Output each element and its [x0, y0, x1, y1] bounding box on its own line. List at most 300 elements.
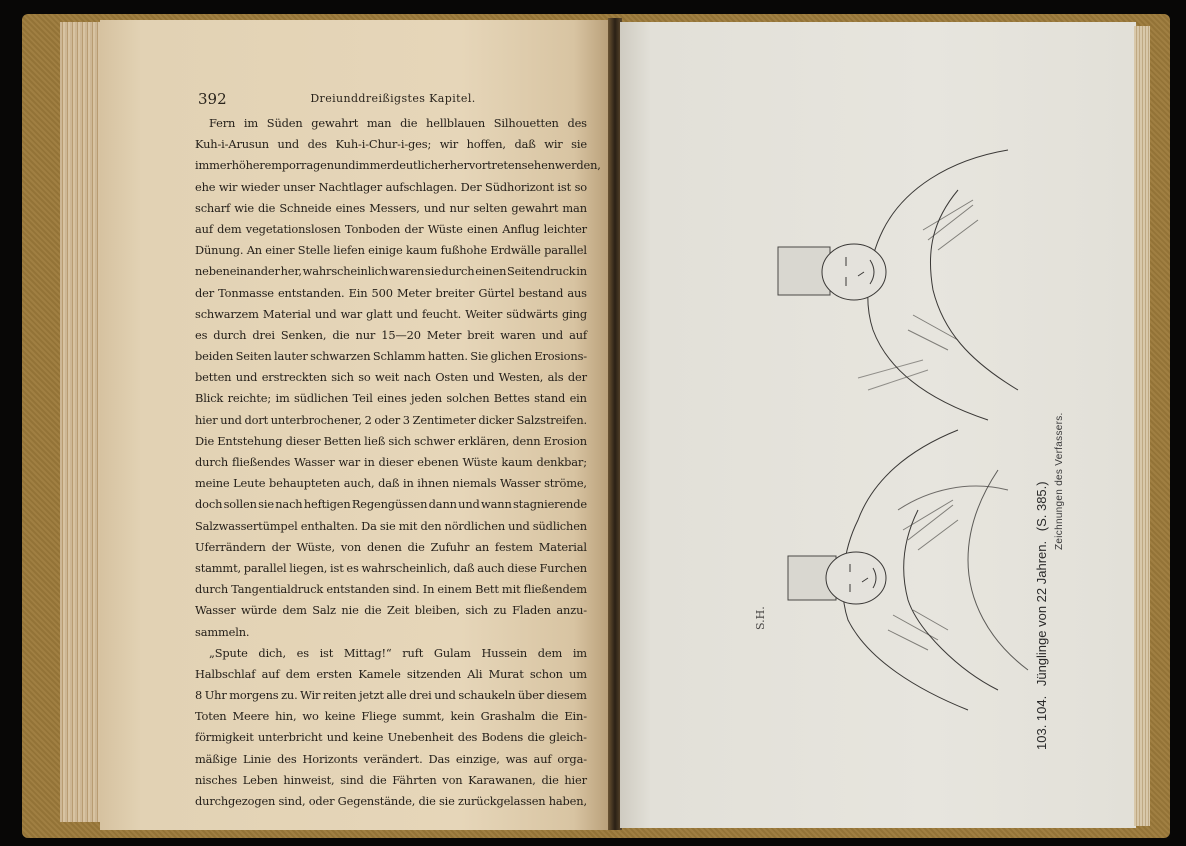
word: Zentimeter — [412, 412, 476, 427]
text-line — [195, 494, 587, 515]
word: zu. — [281, 688, 298, 703]
word: breiter — [435, 285, 475, 300]
word: hier — [564, 772, 587, 787]
word: Das — [428, 751, 450, 766]
word: Weiter — [465, 306, 503, 321]
text-line — [195, 452, 587, 473]
word: summt, — [402, 709, 445, 724]
word: sehen — [521, 158, 555, 173]
sketch-figure-upper — [788, 430, 1028, 710]
word: auf — [569, 327, 587, 342]
text-line — [195, 685, 587, 706]
word: Leben — [242, 772, 278, 787]
word: solchen — [446, 391, 490, 406]
text-line — [195, 431, 587, 452]
word: schaukeln — [458, 688, 516, 703]
word: auf — [533, 751, 552, 766]
word: ist — [557, 179, 572, 194]
word: auf — [195, 221, 213, 236]
word: Die — [195, 433, 215, 448]
word: die — [364, 603, 382, 618]
word: der — [271, 539, 291, 554]
word: des — [277, 751, 297, 766]
word: hoffen, — [466, 137, 506, 152]
word: werden, — [554, 158, 601, 173]
word: Kuh-i-Chur-i-ges; — [335, 137, 432, 152]
word: des — [567, 116, 587, 130]
word: als — [547, 370, 564, 385]
word: Seitendruck — [507, 264, 576, 279]
word: zurückgelassen — [457, 794, 546, 808]
word: durch — [213, 327, 247, 342]
word: die — [541, 772, 559, 787]
word: daß — [514, 137, 536, 152]
word: Meter — [426, 327, 462, 342]
word: nebeneinander — [195, 264, 280, 279]
word: bestand — [518, 285, 564, 300]
word: ehe — [195, 179, 216, 194]
word: waren — [388, 264, 425, 279]
word: leichter — [543, 221, 587, 236]
word: und — [235, 370, 258, 385]
word: nie — [341, 603, 359, 618]
word: ebenen — [417, 455, 459, 469]
text-line — [195, 643, 587, 664]
page-number: 392 — [198, 90, 227, 108]
word: sie — [424, 264, 441, 279]
text-line — [195, 600, 587, 621]
text-line — [195, 622, 587, 643]
word: orga- — [557, 751, 587, 766]
word: dem — [282, 603, 307, 618]
word: Da — [361, 518, 377, 533]
caption-number: 103. 104. — [1034, 695, 1049, 750]
word: Seiten — [235, 349, 272, 364]
word: mit — [501, 582, 521, 597]
word: wahrscheinlich, — [361, 560, 451, 575]
word: jeden — [411, 391, 442, 406]
word: unser — [283, 179, 316, 194]
word: und — [472, 370, 495, 385]
caption-line-1 — [1034, 230, 1049, 750]
word: durch — [195, 455, 229, 469]
illustration-two-young-men — [668, 130, 1060, 750]
text-line — [195, 325, 587, 346]
word: her, — [280, 264, 302, 279]
word: die — [527, 730, 545, 745]
word: 8 — [195, 688, 203, 703]
word: keine — [324, 709, 356, 724]
word: die — [400, 116, 418, 130]
caption-page-ref: (S. 385.) — [1034, 481, 1049, 532]
word: Kamele — [358, 666, 401, 681]
word: die — [332, 327, 350, 342]
word: stagnierende — [512, 497, 587, 512]
word: Hussein — [481, 645, 528, 660]
word: der — [567, 370, 587, 385]
word: Süden — [266, 116, 303, 130]
word: Bett — [475, 582, 499, 597]
word: dem — [217, 221, 242, 236]
caption-credit: Zeichnungen des Verfassers. — [1054, 412, 1065, 550]
text-line — [195, 346, 587, 367]
word: durch — [195, 582, 229, 597]
word: südlichen — [532, 518, 587, 533]
word: dann — [428, 497, 457, 512]
word: aus — [567, 285, 587, 300]
word: des — [457, 730, 478, 745]
word: und — [541, 327, 564, 342]
word: denkbar; — [536, 455, 587, 469]
word: 500 — [371, 285, 393, 300]
word: doch — [195, 497, 223, 512]
word: Kuh-i-Arusun — [195, 137, 269, 152]
word: um — [569, 666, 587, 681]
word: wann — [481, 497, 512, 512]
word: jetzt — [359, 688, 384, 703]
word: ist — [330, 560, 344, 575]
word: kaum — [501, 455, 533, 469]
text-line — [195, 706, 587, 727]
word: dieser — [285, 433, 321, 448]
word: es — [296, 645, 309, 660]
text-line — [195, 473, 587, 494]
word: hellblauen — [426, 116, 486, 130]
word: stand — [534, 391, 566, 406]
word: wahrscheinlich — [302, 264, 389, 279]
word: wir — [439, 137, 459, 152]
word: In — [422, 582, 435, 597]
word: Leute — [233, 476, 266, 491]
text-line — [195, 727, 587, 748]
text-line — [195, 155, 601, 176]
word: oder — [308, 794, 335, 808]
word: Uhr — [204, 688, 227, 703]
word: die — [258, 200, 276, 215]
word: Wir — [300, 688, 321, 703]
word: gewahrt — [511, 200, 559, 215]
word: liefen — [333, 243, 365, 258]
word: schwarzem — [195, 306, 259, 321]
word: unterbricht — [257, 730, 323, 745]
word: Bodens — [481, 730, 524, 745]
word: im — [572, 645, 587, 660]
artist-signature: S.H. — [754, 606, 767, 630]
word: denen — [366, 539, 402, 554]
word: sammeln. — [195, 624, 250, 639]
word: emporragen — [264, 158, 334, 173]
word: kaum — [406, 243, 438, 258]
word: Schlamm — [372, 349, 426, 364]
word: hatten. — [427, 349, 468, 364]
word: Sie — [470, 349, 489, 364]
word: sich — [465, 603, 488, 618]
word: Senken, — [280, 327, 327, 342]
word: und — [314, 306, 337, 321]
word: parallel — [544, 243, 587, 258]
word: man — [562, 200, 587, 215]
word: scharf — [195, 200, 231, 215]
text-line — [195, 113, 587, 134]
word: sie — [379, 518, 396, 533]
word: Erosion — [543, 433, 587, 448]
word: Nachtlager — [318, 179, 383, 194]
word: Regengüssen — [351, 497, 428, 512]
word: mit — [398, 518, 418, 533]
word: daß — [453, 560, 475, 575]
word: schwer — [414, 433, 455, 448]
word: im — [275, 391, 290, 406]
word: hinweist, — [283, 772, 335, 787]
word: Stelle — [297, 243, 331, 258]
word: von — [442, 772, 463, 787]
word: über — [517, 688, 545, 703]
word: Toten — [195, 709, 227, 724]
word: sie — [438, 794, 455, 808]
word: ließ — [364, 433, 386, 448]
word: nisches — [195, 772, 238, 787]
word: wie — [234, 200, 254, 215]
word: dem — [285, 666, 311, 681]
word: vegetationslosen — [245, 221, 341, 236]
word: es — [346, 560, 359, 575]
word: Horizonts — [302, 751, 358, 766]
word: kein — [450, 709, 475, 724]
word: Unebenheit — [387, 730, 454, 745]
word: Zeit — [386, 603, 410, 618]
text-line — [195, 240, 587, 261]
word: die — [541, 709, 559, 724]
word: so — [358, 370, 371, 385]
word: ein — [569, 391, 587, 406]
word: 3 — [402, 412, 410, 427]
word: immer — [355, 158, 393, 173]
running-head-chapter: Dreiunddreißigstes Kapitel. — [310, 92, 476, 105]
word: sie — [258, 497, 274, 512]
word: denn — [512, 433, 541, 448]
word: Wüste — [462, 455, 498, 469]
word: Mittag!“ — [343, 645, 392, 660]
word: Fliege — [361, 709, 397, 724]
word: Gulam — [433, 645, 471, 660]
word: Ein- — [564, 709, 587, 724]
word: aufschlagen. — [385, 179, 458, 194]
word: 15—20 — [381, 327, 421, 342]
text-line — [195, 516, 587, 537]
word: An — [246, 243, 262, 258]
word: Wasser — [499, 476, 541, 491]
word: und — [508, 518, 530, 533]
word: einen — [475, 264, 507, 279]
word: Westen, — [498, 370, 544, 385]
word: weit — [375, 370, 400, 385]
word: Salzwassertümpel — [195, 518, 298, 533]
word: nördlichen — [444, 518, 506, 533]
word: meine — [195, 476, 230, 491]
word: Murat — [488, 666, 524, 681]
word: Salzstreifen. — [516, 412, 587, 427]
text-line — [195, 558, 587, 579]
word: Schneide — [279, 200, 332, 215]
word: Betten — [323, 433, 362, 448]
word: glichen — [490, 349, 532, 364]
word: mäßige — [195, 751, 237, 766]
word: Material — [262, 306, 311, 321]
word: würde — [241, 603, 277, 618]
word: des — [307, 137, 328, 152]
text-line — [195, 770, 587, 791]
word: die — [407, 539, 425, 554]
word: einer — [265, 243, 295, 258]
word: südwärts — [506, 306, 558, 321]
word: so — [574, 179, 587, 194]
word: 2 — [364, 412, 372, 427]
word: waren — [500, 327, 536, 342]
word: oder — [374, 412, 401, 427]
page-edges-right — [1134, 26, 1150, 826]
word: sind, — [278, 794, 306, 808]
word: auch, — [343, 476, 375, 491]
word: Material — [538, 539, 587, 554]
word: beiden — [195, 349, 234, 364]
word: morgens — [229, 688, 279, 703]
word: verändert. — [363, 751, 423, 766]
word: an — [475, 539, 490, 554]
word: sitzenden — [406, 666, 462, 681]
word: Halbschlaf — [195, 666, 256, 681]
word: fußhohe — [440, 243, 487, 258]
word: unterbrochener, — [270, 412, 362, 427]
figure-caption — [1034, 230, 1078, 750]
body-text — [195, 113, 601, 812]
word: festem — [494, 539, 533, 554]
text-line — [195, 219, 587, 240]
word: Fladen — [512, 603, 551, 618]
word: und — [458, 497, 480, 512]
word: ruft — [402, 645, 424, 660]
word: Grashalm — [480, 709, 536, 724]
word: und — [333, 158, 356, 173]
word: förmigkeit — [195, 730, 254, 745]
word: Gegenstände, — [337, 794, 416, 808]
word: Meere — [232, 709, 270, 724]
word: Blick — [195, 391, 224, 406]
word: der — [404, 221, 424, 236]
word: Silhouetten — [493, 116, 559, 130]
word: Zufuhr — [430, 539, 470, 554]
word: eines — [377, 391, 407, 406]
text-line — [195, 410, 587, 431]
word: hin, — [275, 709, 297, 724]
word: Fern — [209, 116, 236, 130]
word: und — [326, 730, 349, 745]
word: Wüste — [427, 221, 463, 236]
word: hervortreten — [449, 158, 522, 173]
word: war — [338, 455, 361, 469]
text-line — [195, 304, 587, 325]
word: wir — [218, 179, 238, 194]
text-line — [195, 791, 587, 812]
word: haben, — [548, 794, 587, 808]
word: ist — [319, 645, 334, 660]
word: den — [420, 518, 442, 533]
word: heftigen — [303, 497, 351, 512]
word: niemals — [452, 476, 497, 491]
word: und — [277, 137, 300, 152]
word: Osten — [435, 370, 469, 385]
word: Wasser — [294, 455, 335, 469]
word: einzige, — [455, 751, 500, 766]
word: und — [220, 412, 242, 427]
word: sind — [340, 772, 364, 787]
word: sollen — [223, 497, 257, 512]
word: nach — [275, 497, 303, 512]
word: wir — [544, 137, 563, 152]
word: der — [195, 285, 215, 300]
word: Ein — [348, 285, 368, 300]
caption-title: Jünglinge von 22 Jahren. — [1034, 540, 1049, 687]
word: breit — [467, 327, 495, 342]
word: liegen, — [289, 560, 328, 575]
word: auf — [261, 666, 280, 681]
word: einige — [368, 243, 403, 258]
word: in — [363, 455, 375, 469]
word: daß — [378, 476, 400, 491]
word: drei — [409, 688, 432, 703]
word: Gürtel — [478, 285, 515, 300]
word: dort — [244, 412, 269, 427]
word: diesem — [546, 688, 587, 703]
word: sich — [331, 370, 354, 385]
word: wo — [302, 709, 319, 724]
word: keine — [352, 730, 384, 745]
text-line — [195, 134, 587, 155]
word: was — [505, 751, 528, 766]
sketch-figure-lower — [778, 150, 1018, 420]
word: fließendes — [231, 455, 291, 469]
word: schon — [529, 666, 563, 681]
word: gleich- — [549, 730, 587, 745]
word: Meter — [396, 285, 432, 300]
word: schwarzen — [310, 349, 371, 364]
word: und — [434, 688, 456, 703]
word: Karawanen, — [468, 772, 536, 787]
word: bleiben, — [414, 603, 460, 618]
word: behaupteten — [268, 476, 341, 491]
word: und — [396, 306, 418, 321]
word: stammt, — [195, 560, 241, 575]
word: Dünung. — [195, 243, 244, 258]
word: Messers, — [369, 200, 420, 215]
word: südlichen — [294, 391, 349, 406]
word: Anflug — [502, 221, 540, 236]
word: deutlicher — [392, 158, 450, 173]
text-line — [195, 579, 587, 600]
word: entstanden — [326, 582, 390, 597]
word: erklären, — [457, 433, 510, 448]
word: reiten — [322, 688, 357, 703]
word: sind. — [392, 582, 420, 597]
word: Bettes — [493, 391, 530, 406]
text-line — [195, 388, 587, 409]
word: immer — [195, 158, 232, 173]
word: erstreckten — [261, 370, 327, 385]
word: Furchen — [539, 560, 587, 575]
page-header — [198, 90, 588, 110]
word: ströme, — [544, 476, 587, 491]
word: dieser — [378, 455, 414, 469]
word: zu — [493, 603, 507, 618]
